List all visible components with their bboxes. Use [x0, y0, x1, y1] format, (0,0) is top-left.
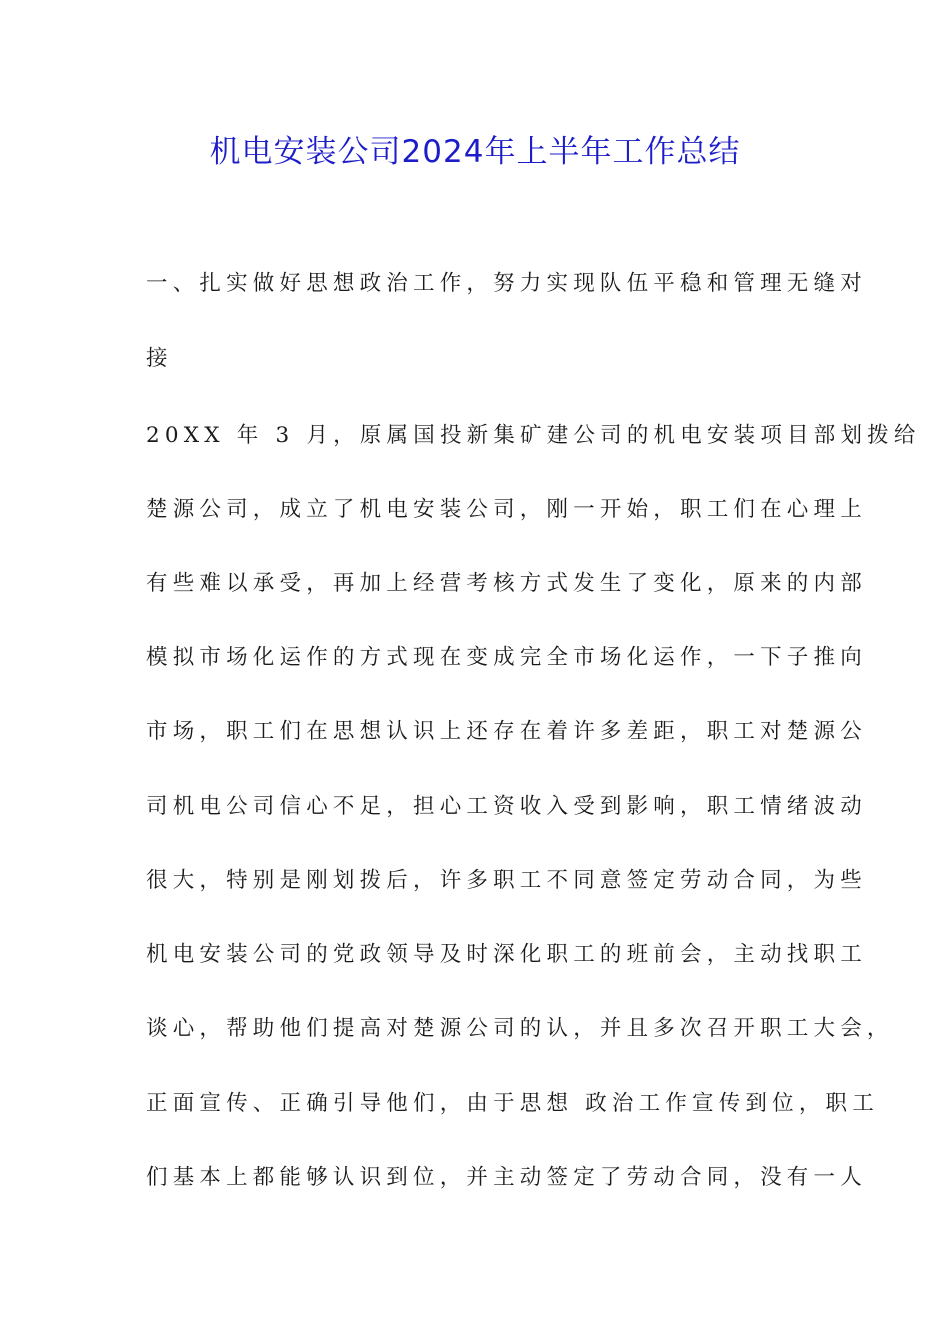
body-line-6: 司机电公司信心不足，担心工资收入受到影响，职工情绪波动	[146, 794, 867, 819]
document-title: 机电安装公司2024年上半年工作总结	[209, 134, 741, 170]
body-line-10: 正面宣传、正确引导他们，由于思想 政治工作宣传到位，职工	[146, 1091, 879, 1116]
body-line-8: 机电安装公司的党政领导及时深化职工的班前会，主动找职工	[146, 942, 867, 967]
body-line-11: 们基本上都能够认识到位，并主动签定了劳动合同，没有一人	[146, 1165, 867, 1190]
body-line-2: 楚源公司，成立了机电安装公司，刚一开始，职工们在心理上	[146, 497, 867, 522]
section-heading-line-2: 接	[146, 346, 173, 371]
body-line-5: 市场，职工们在思想认识上还存在着许多差距，职工对楚源公	[146, 719, 867, 744]
body-line-4: 模拟市场化运作的方式现在变成完全市场化运作，一下子推向	[146, 645, 867, 670]
body-line-9: 谈心，帮助他们提高对楚源公司的认，并且多次召开职工大会，	[146, 1016, 894, 1041]
body-line-3: 有些难以承受，再加上经营考核方式发生了变化，原来的内部	[146, 571, 867, 596]
body-line-7: 很大，特别是刚划拨后，许多职工不同意签定劳动合同，为些	[146, 868, 867, 893]
section-heading-line-1: 一、扎实做好思想政治工作，努力实现队伍平稳和管理无缝对	[146, 271, 867, 296]
body-line-1: 20XX 年 3 月，原属国投新集矿建公司的机电安装项目部划拨给	[146, 423, 921, 448]
